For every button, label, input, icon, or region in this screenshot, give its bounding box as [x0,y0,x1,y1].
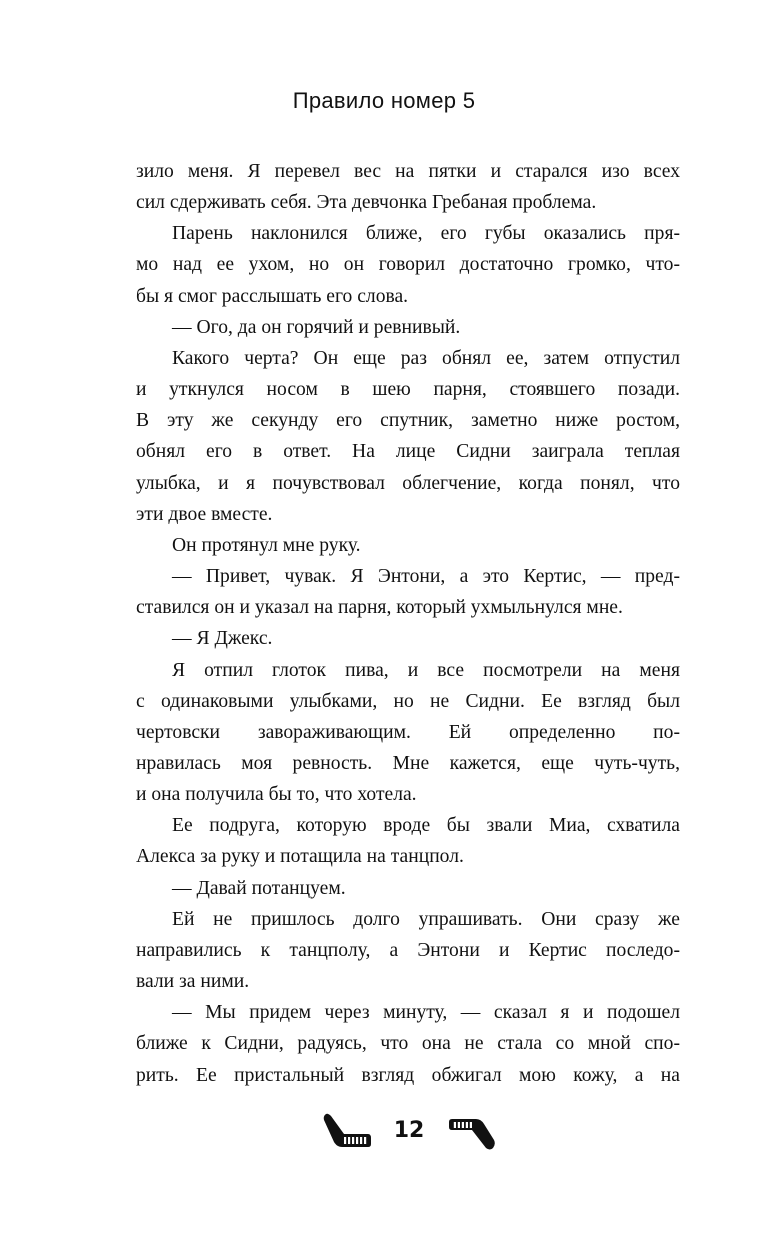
text-line: эти двое вместе. [136,503,273,525]
page-number: 12 [393,1118,425,1143]
hockey-stick-icon [446,1110,498,1154]
page-footer [0,1110,768,1160]
text-line: Алекса за руку и потащила на танцпол. [136,846,464,868]
text-line: — Я Джекс. [172,628,273,650]
body-text [136,156,680,1091]
text-line: ставился он и указал на парня, который ухмыльнулся мне. [136,597,623,619]
text-line: чертовски завораживающим. Ей определенно по- [136,721,680,743]
text-line: Ее подруга, которую вроде бы звали Миа, схватила [172,815,680,837]
text-line: Я отпил глоток пива, и все посмотрели на меня [172,659,680,681]
text-line: и уткнулся носом в шею парня, стоявшего позади. [136,379,680,401]
text-line: рить. Ее пристальный взгляд обжигал мою кожу, а на [136,1064,680,1086]
text-line: сил сдерживать себя. Эта девчонка Гребаная проблема. [136,192,597,214]
text-line: — Мы придем через минуту, — сказал я и подошел [172,1002,680,1024]
text-line: Ей не пришлось долго упрашивать. Они сразу же [172,908,680,930]
text-line: направились к танцполу, а Энтони и Кертис последо- [136,939,680,961]
text-line: Парень наклонился ближе, его губы оказались пря- [172,223,680,245]
text-line: бы я смог расслышать его слова. [136,285,409,307]
text-line: — Ого, да он горячий и ревнивый. [172,316,461,338]
text-line: улыбка, и я почувствовал облегчение, когда понял, что [136,472,680,494]
text-line: вали за ними. [136,971,250,993]
text-line: обнял его в ответ. На лице Сидни заиграла теплая [136,441,680,463]
text-line: В эту же секунду его спутник, заметно ниже ростом, [136,410,680,432]
text-line: нравилась моя ревность. Мне кажется, еще чуть-чуть, [136,752,680,774]
text-line: зило меня. Я перевел вес на пятки и старался изо всех [136,161,680,182]
text-line: — Давай потанцуем. [172,877,346,899]
text-line: с одинаковыми улыбками, но не Сидни. Ее взгляд был [136,690,680,712]
text-line: ближе к Сидни, радуясь, что она не стала со мной спо- [136,1033,680,1055]
text-line: Какого черта? Он еще раз обнял ее, затем отпустил [172,347,680,369]
text-line: — Привет, чувак. Я Энтони, а это Кертис, — пред- [172,566,680,588]
hockey-stick-icon [322,1110,374,1154]
text-line: и она получила бы то, что хотела. [136,784,417,806]
running-head: Правило номер 5 [292,88,476,113]
text-line: мо над ее ухом, но он говорил достаточно громко, что- [136,254,680,276]
text-line: Он протянул мне руку. [172,534,361,556]
